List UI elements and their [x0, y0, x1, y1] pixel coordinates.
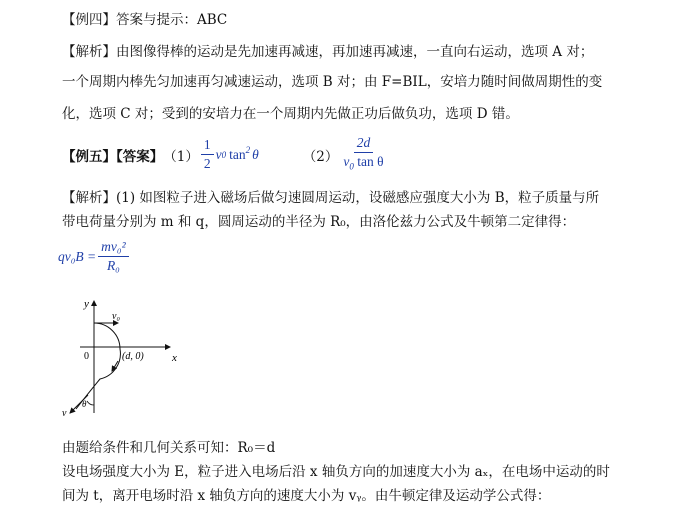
origin-label: 0: [84, 351, 89, 362]
ex5-analysis-line-2: 带电荷量分别为 m 和 q，圆周运动的半径为 R₀，由洛伦兹力公式及牛顿第二定律得：: [62, 214, 576, 230]
electric-line-1: 设电场强度大小为 E，粒子进入电场后沿 x 轴负方向的加速度大小为 aₓ，在电场中运动的时: [62, 464, 610, 480]
ex4-analysis-line-2: 一个周期内棒先匀加速再匀减速运动，选项 B 对；由 F=BIL，安培力随时间做周期性的变: [62, 74, 603, 90]
ans1-v-sub: 0: [221, 149, 227, 160]
trajectory-diagram: [60, 295, 190, 420]
particle-trajectory: [76, 323, 120, 409]
ans2-den-v: v: [343, 154, 350, 169]
electric-line-2: 间为 t，离开电场时沿 x 轴负方向的速度大小为 vᵧ。由牛顿定律及运动学公式得：: [62, 488, 551, 504]
point-label: (d, 0): [122, 351, 144, 362]
y-label: y: [84, 298, 89, 310]
eq-num: mv₀²: [98, 238, 128, 257]
eq-lhs: qv₀B =: [58, 248, 97, 264]
theta-arc: [87, 401, 94, 405]
ex5-ans2-index: （2）: [302, 148, 339, 165]
ex4-header: 【例四】答案与提示：ABC: [62, 12, 228, 28]
ans2-frac-num: 2d: [354, 134, 374, 153]
lorentz-equation: [58, 238, 131, 275]
v0-label: v₀: [112, 311, 120, 322]
ex5-answer-row: [62, 134, 389, 176]
ex5-analysis-line-1: 【解析】(1) 如图粒子进入磁场后做匀速圆周运动，设磁感应强度大小为 B，粒子质量与所: [62, 190, 600, 206]
ans1-tan: tan: [229, 146, 246, 162]
ans1-frac-den: 2: [203, 156, 211, 172]
ex4-analysis-line-1: 【解析】由图像得棒的运动是先加速再减速，再加速再减速，一直向右运动，选项 A 对；: [62, 44, 594, 60]
theta-label: θ: [82, 399, 87, 409]
ex5-ans1-formula: [199, 136, 259, 173]
ans1-frac-num: 1: [201, 136, 214, 155]
ans2-den-rest: tan θ: [357, 154, 384, 169]
v-label: v: [62, 408, 67, 419]
condition-line: 由题给条件和几何关系可知：R₀＝d: [62, 440, 276, 456]
ans1-tan-sup: 2: [245, 144, 251, 155]
eq-den: R₀: [106, 258, 120, 273]
ans2-frac-den: [340, 153, 386, 176]
ex4-analysis-line-3: 化，选项 C 对；受到的安培力在一个周期内先做正功后做负功，选项 D 错。: [62, 106, 519, 122]
ans1-v: v: [215, 146, 222, 162]
ex5-ans2-formula: [338, 134, 388, 176]
ex5-ans1-index: （1）: [163, 148, 199, 165]
ans2-den-sub: 0: [349, 161, 354, 172]
ex5-label: 【例五】【答案】: [62, 148, 164, 165]
ans1-theta: θ: [252, 146, 259, 162]
x-label: x: [172, 352, 177, 364]
